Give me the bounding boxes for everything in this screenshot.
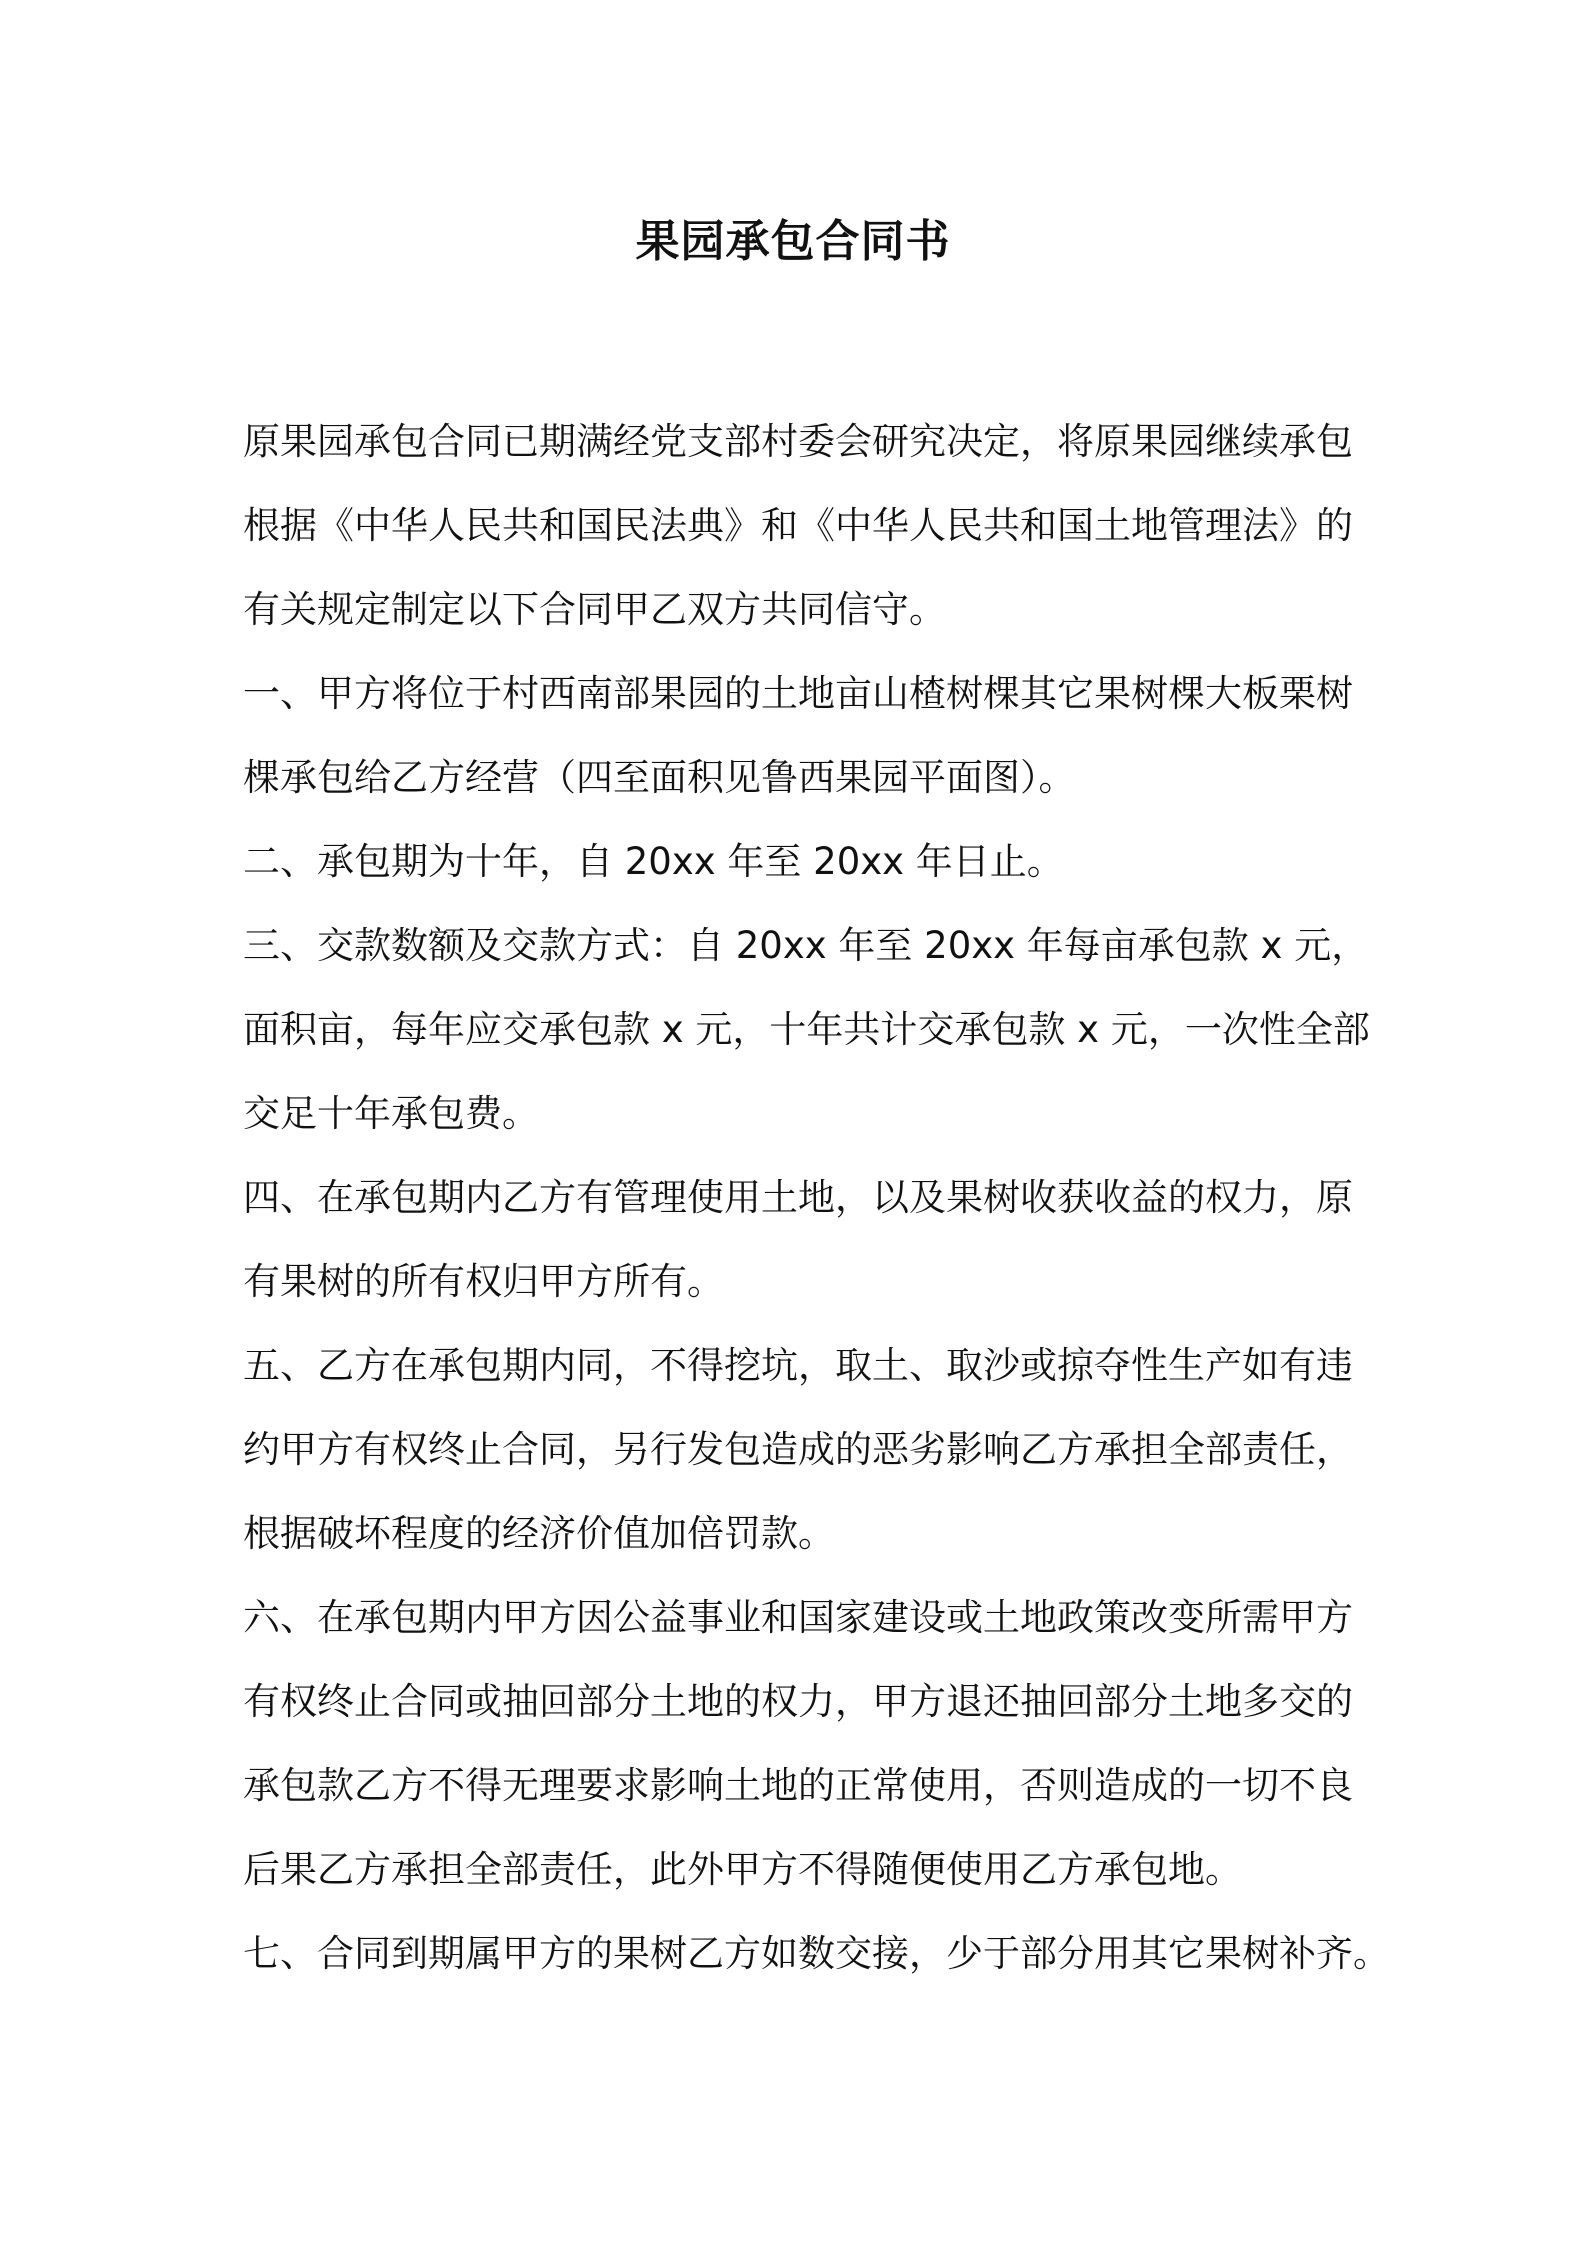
- document-title: 果园承包合同书: [635, 216, 951, 267]
- text-line: 约甲方有权终止合同，另行发包造成的恶劣影响乙方承担全部责任，: [243, 1428, 1353, 1471]
- text-line: 棵承包给乙方经营（四至面积见鲁西果园平面图）。: [243, 756, 1076, 799]
- clause-1: [243, 652, 1351, 820]
- text-line: 五、乙方在承包期内同，不得挖坑，取土、取沙或掠夺性生产如有违: [243, 1344, 1353, 1387]
- document-body: [243, 400, 1390, 1996]
- clause-2: [243, 820, 1351, 904]
- clause-5: [243, 1324, 1351, 1576]
- text-line: 面积亩，每年应交承包款 x 元，十年共计交承包款 x 元，一次性全部: [243, 1008, 1370, 1051]
- text-line: 有关规定制定以下合同甲乙双方共同信守。: [243, 588, 946, 631]
- clause-4: [243, 1156, 1351, 1324]
- clause-7: [243, 1912, 1390, 1996]
- text-line: 三、交款数额及交款方式：自 20xx 年至 20xx 年每亩承包款 x 元，: [243, 924, 1369, 967]
- text-line: 有果树的所有权归甲方所有。: [243, 1260, 724, 1303]
- text-line: 四、在承包期内乙方有管理使用土地，以及果树收获收益的权力，原: [243, 1176, 1353, 1219]
- text-line: 交足十年承包费。: [243, 1092, 539, 1135]
- text-line: 七、合同到期属甲方的果树乙方如数交接，少于部分用其它果树补齐。: [243, 1932, 1390, 1975]
- text-line: 根据《中华人民共和国民法典》和《中华人民共和国土地管理法》的: [243, 504, 1353, 547]
- text-line: 原果园承包合同已期满经党支部村委会研究决定，将原果园继续承包: [243, 420, 1353, 463]
- text-line: 后果乙方承担全部责任，此外甲方不得随便使用乙方承包地。: [243, 1848, 1242, 1891]
- clause-6: [243, 1576, 1351, 1912]
- text-line: 二、承包期为十年，自 20xx 年至 20xx 年日止。: [243, 840, 1064, 883]
- paragraph-intro: [243, 400, 1351, 652]
- clause-3: [243, 904, 1370, 1156]
- text-line: 有权终止合同或抽回部分土地的权力，甲方退还抽回部分土地多交的: [243, 1680, 1353, 1723]
- text-line: 一、甲方将位于村西南部果园的土地亩山楂树棵其它果树棵大板栗树: [243, 672, 1353, 715]
- text-line: 根据破坏程度的经济价值加倍罚款。: [243, 1512, 835, 1555]
- text-line: 承包款乙方不得无理要求影响土地的正常使用，否则造成的一切不良: [243, 1764, 1353, 1807]
- text-line: 六、在承包期内甲方因公益事业和国家建设或土地政策改变所需甲方: [243, 1596, 1353, 1639]
